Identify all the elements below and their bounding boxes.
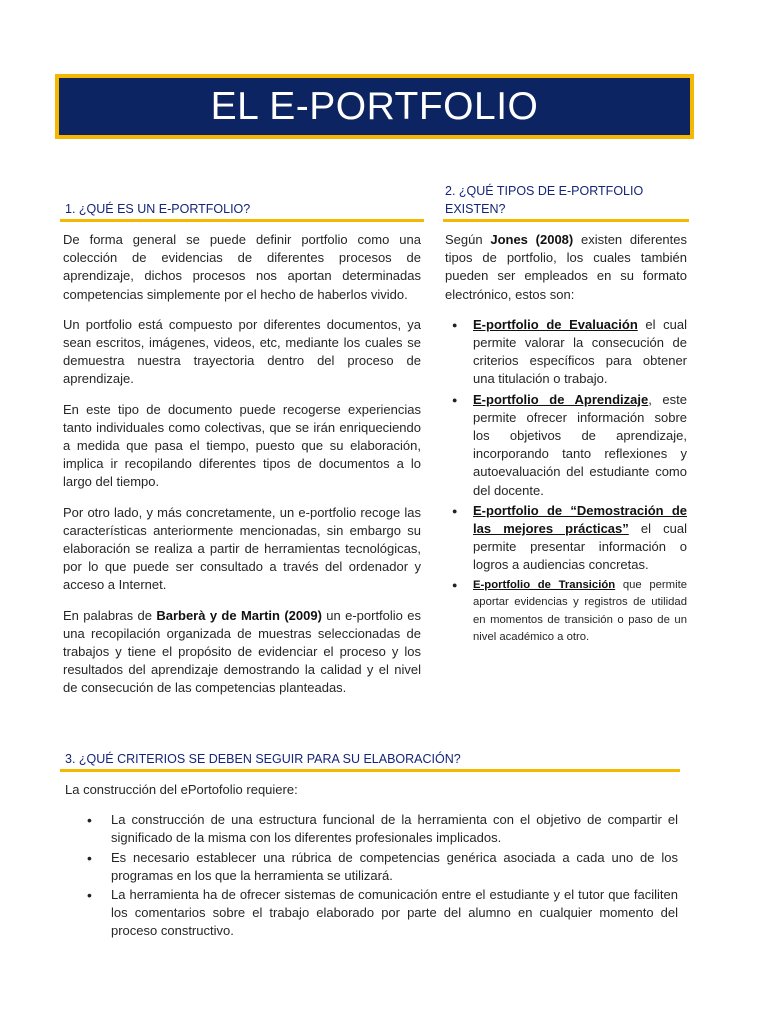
list-item: • La construcción de una estructura funcional de la herramienta con el objetivo de compartir el significado de la misma con los diferentes profesionales implicados. (65, 811, 678, 847)
section2-author-citation: Jones (2008) (490, 232, 574, 247)
section1-paragraph-2: Un portfolio está compuesto por diferentes documentos, ya sean escritos, imágenes, videos, etc, mediante los cuales se demuestra nuestra trayectoria dentro del proceso de aprendizaje. (63, 316, 421, 387)
section2-heading: 2. ¿QUÉ TIPOS DE E-PORTFOLIO EXISTEN? (445, 184, 644, 216)
title-banner (55, 74, 694, 139)
type-description: que permite aportar evidencias y registros de utilidad en momentos de transición o paso de un nivel académico a otro. (473, 578, 688, 644)
type-term: E-portfolio de Evaluación (473, 316, 638, 332)
section3-body (65, 781, 678, 942)
section1-body (63, 231, 421, 710)
type-description: , este permite ofrecer información sobre los objetivos de aprendizaje, incorporando tanto reflexiones y autoevaluación del estudiante como del docente. (473, 391, 687, 498)
page-title: EL E-PORTFOLIO (210, 84, 539, 128)
section1-paragraph-3: En este tipo de documento puede recogerse experiencias tanto individuales como colectivas, que se irán enriqueciendo a medida que pasa el tiempo, puesto que su elaboración, implica ir recopilando diferentes tipos de documentos a lo largo del tiempo. (63, 401, 421, 490)
list-item (445, 316, 687, 389)
section2-body (445, 231, 687, 649)
section2-rule (443, 219, 689, 222)
section1-heading: 1. ¿QUÉ ES UN E-PORTFOLIO? (65, 202, 251, 216)
criteria-list (65, 811, 678, 940)
section1-paragraph-1: De forma general se puede definir portfolio como una colección de evidencias de diferentes procesos de aprendizaje, dichos procesos nos aportan determinadas competencias simplemente por el hecho de haberlos vivido. (63, 232, 421, 302)
list-item (445, 391, 687, 500)
p5-author-citation: Barberà y de Martin (2009) (156, 607, 322, 623)
section2-intro-before: Según (445, 232, 491, 247)
section3-intro: La construcción del ePortofolio requiere: (65, 782, 298, 797)
list-item: • La herramienta ha de ofrecer sistemas de comunicación entre el estudiante y el tutor que faciliten los comentarios sobre el trabajo elaborado por parte del alumno en cualquier momento del proceso constructivo. (65, 886, 678, 941)
section2-intro (445, 231, 687, 304)
section3-rule (60, 769, 680, 772)
portfolio-types-list (445, 316, 687, 647)
p5-text-before: En palabras de (63, 607, 157, 623)
type-description: el cual permite valorar la consecución de criterios específicos para obtener una titulación o trabajo. (473, 316, 687, 387)
section2-intro-after: existen diferentes tipos de portfolio, los cuales también pueden ser empleados en su formato electrónico, estos son: (445, 232, 687, 302)
type-term: E-portfolio de Transición (473, 578, 616, 591)
title-banner-inner (59, 78, 690, 135)
type-term: E-portfolio de Aprendizaje (473, 391, 649, 407)
type-term: E-portfolio de “Demostración de las mejores prácticas” (473, 502, 687, 537)
p5-text-after: un e-portfolio es una recopilación organizada de muestras seleccionadas de trabajos y tiene el propósito de evidenciar el proceso y los resultados del aprendizaje demostrando la calidad y el nivel de consecución de las competencias planteadas. (63, 607, 421, 696)
section3-heading: 3. ¿QUÉ CRITERIOS SE DEBEN SEGUIR PARA SU ELABORACIÓN? (65, 752, 461, 766)
list-item: • Es necesario establecer una rúbrica de competencias genérica asociada a cada uno de los programas en los que la herramienta se utilizará. (65, 849, 678, 885)
list-item (445, 502, 687, 575)
section1-paragraph-5 (63, 607, 421, 698)
type-description: el cual permite presentar información o logros a audiencias concretas. (473, 521, 687, 573)
section1-rule (60, 219, 424, 222)
list-item (445, 577, 687, 647)
section1-paragraph-4: Por otro lado, y más concretamente, un e-portfolio recoge las características anteriormente mencionadas, sin embargo su elaboración se realiza a partir de herramientas tecnológicas, por lo que puede ser consultado a través del ordenador y acceso a Internet. (63, 504, 421, 593)
